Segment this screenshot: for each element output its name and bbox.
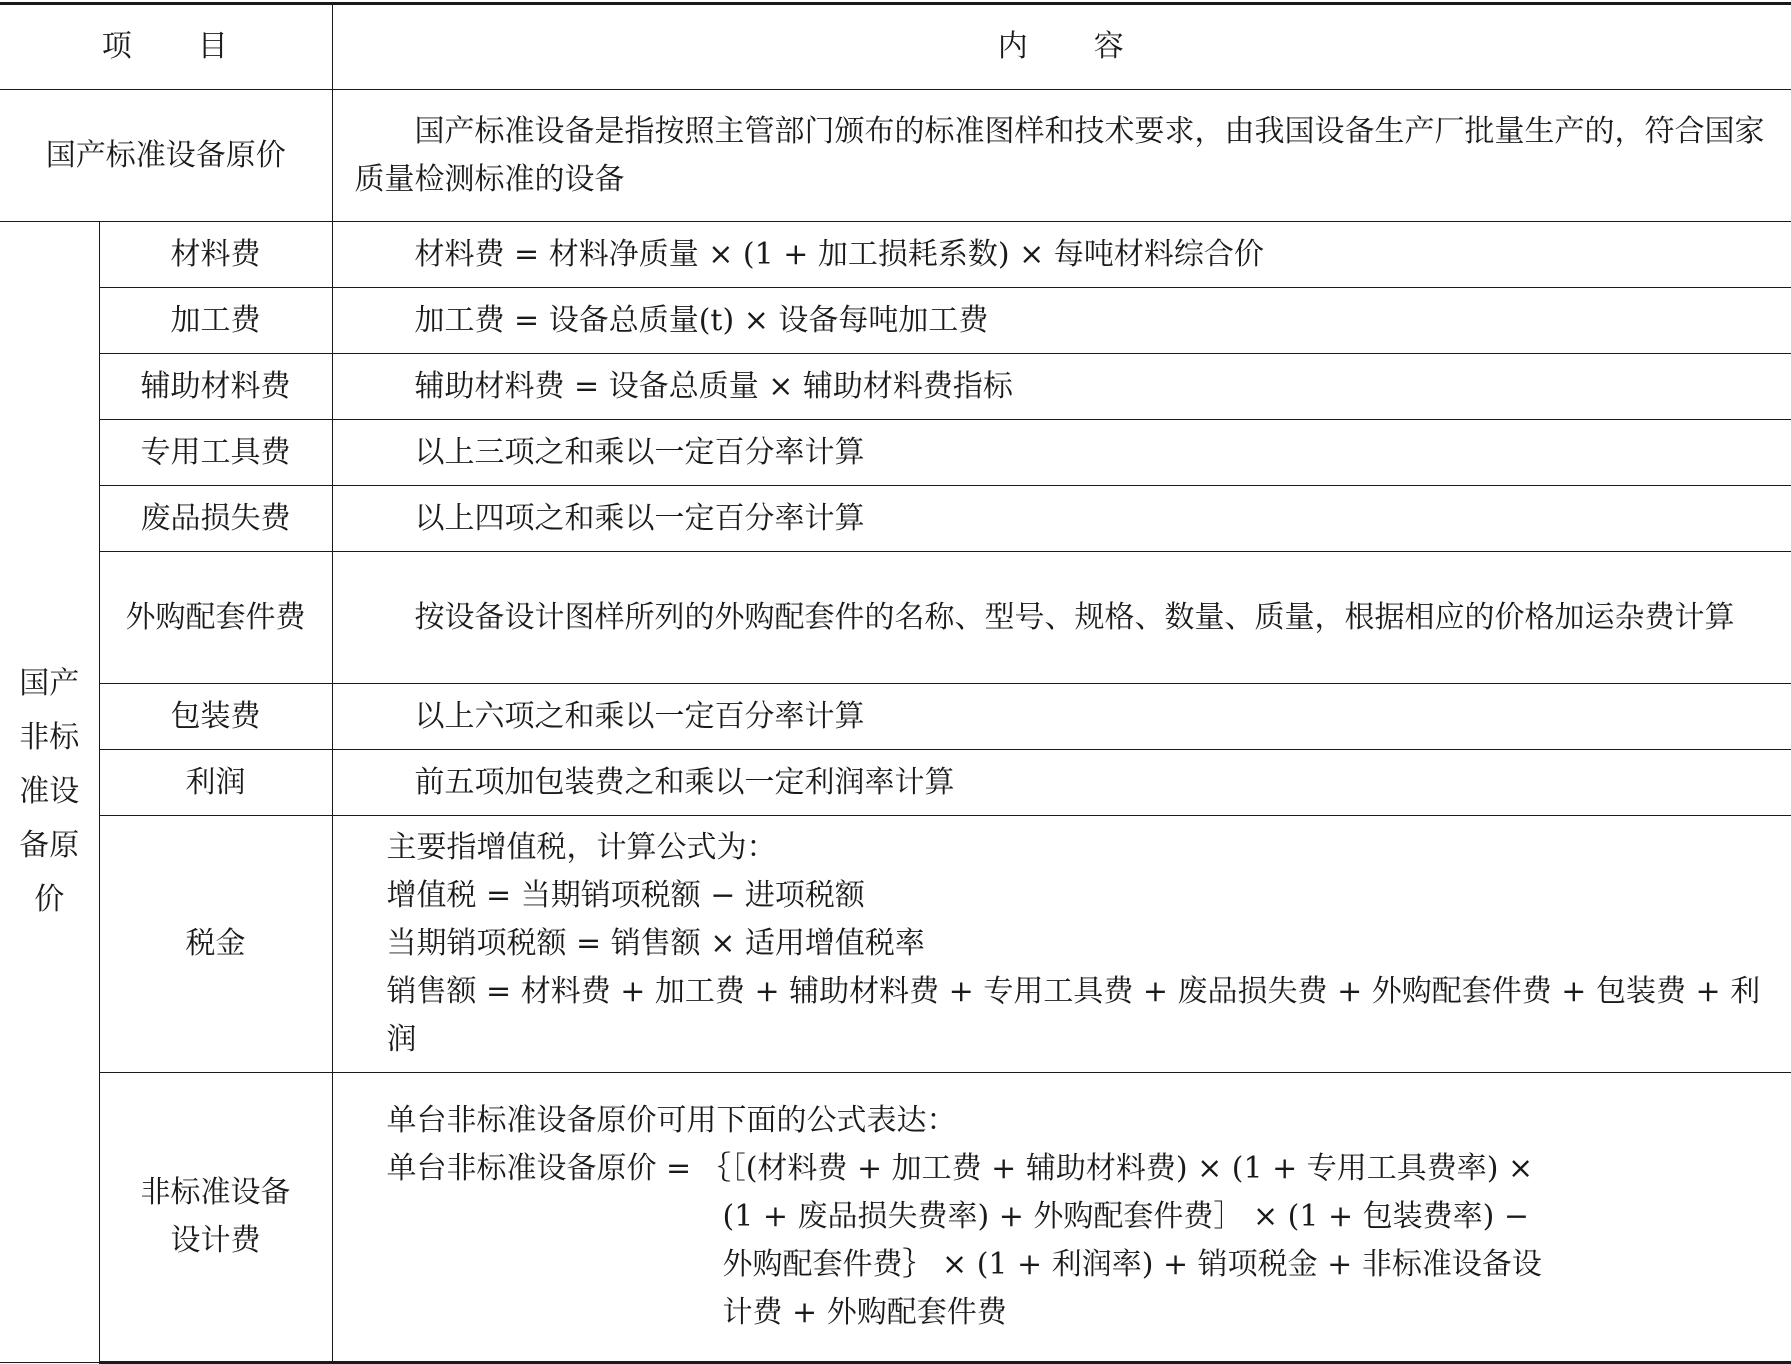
- item-label: 废品损失费: [99, 486, 332, 552]
- group-label-line: 国产: [19, 666, 80, 701]
- row-material: [0, 222, 1791, 288]
- item-content: 前五项加包装费之和乘以一定利润率计算: [332, 750, 1791, 816]
- nonstandard-group-label: [0, 222, 99, 1363]
- row-aux-material: [0, 354, 1791, 420]
- item-content: 材料费 = 材料净质量 × (1 + 加工损耗系数) × 每吨材料综合价: [332, 222, 1791, 288]
- header-item: 项 目: [0, 4, 332, 90]
- item-content: 加工费 = 设备总质量(t) × 设备每吨加工费: [332, 288, 1791, 354]
- group-label-line: 备原: [19, 828, 80, 863]
- header-row: [0, 4, 1791, 90]
- tax-line: 主要指增值税，计算公式为：: [386, 830, 777, 865]
- row-design-fee: [0, 1073, 1791, 1363]
- standard-label: 国产标准设备原价: [0, 90, 332, 222]
- design-content: [332, 1073, 1791, 1363]
- item-label: 外购配套件费: [99, 552, 332, 684]
- tax-content: [332, 816, 1791, 1073]
- item-content: 以上四项之和乘以一定百分率计算: [332, 486, 1791, 552]
- row-purchased-parts: [0, 552, 1791, 684]
- header-content: 内 容: [332, 4, 1791, 90]
- row-special-tools: [0, 420, 1791, 486]
- row-processing: [0, 288, 1791, 354]
- item-content: 辅助材料费 = 设备总质量 × 辅助材料费指标: [332, 354, 1791, 420]
- formula-line: 外购配套件费｝ × (1 + 利润率) + 销项税金 + 非标准设备设: [722, 1247, 1542, 1282]
- item-label: 利润: [99, 750, 332, 816]
- item-label: 税金: [99, 816, 332, 1073]
- item-label: 包装费: [99, 684, 332, 750]
- item-label-line: 设计费: [170, 1223, 261, 1258]
- tax-line: 销售额 = 材料费 + 加工费 + 辅助材料费 + 专用工具费 + 废品损失费 + 外购配套件费 + 包装费 + 利润: [386, 974, 1761, 1057]
- group-label-line: 非标: [19, 720, 80, 755]
- item-label: 加工费: [99, 288, 332, 354]
- item-content: 按设备设计图样所列的外购配套件的名称、型号、规格、数量、质量，根据相应的价格加运杂费计算: [332, 552, 1791, 684]
- item-label: 材料费: [99, 222, 332, 288]
- cost-composition-table: [0, 2, 1791, 1364]
- tax-line: 增值税 = 当期销项税额 − 进项税额: [386, 878, 865, 913]
- item-label: 辅助材料费: [99, 354, 332, 420]
- formula-line: (1 + 废品损失费率) + 外购配套件费］ × (1 + 包装费率) −: [722, 1199, 1529, 1234]
- row-packaging: [0, 684, 1791, 750]
- item-label-line: 非标准设备: [140, 1175, 291, 1210]
- row-scrap-loss: [0, 486, 1791, 552]
- row-tax: [0, 816, 1791, 1073]
- group-label-line: 价: [34, 882, 65, 917]
- tax-line: 当期销项税额 = 销售额 × 适用增值税率: [386, 926, 925, 961]
- item-content: 以上六项之和乘以一定百分率计算: [332, 684, 1791, 750]
- formula-line: 计费 + 外购配套件费: [722, 1295, 1007, 1330]
- item-label: [99, 1073, 332, 1363]
- standard-row: [0, 90, 1791, 222]
- standard-content: 国产标准设备是指按照主管部门颁布的标准图样和技术要求，由我国设备生产厂批量生产的，符合国家质量检测标准的设备: [332, 90, 1791, 222]
- item-label: 专用工具费: [99, 420, 332, 486]
- group-label-line: 准设: [19, 774, 80, 809]
- formula-line: 单台非标准设备原价 = ｛［(材料费 + 加工费 + 辅助材料费) × (1 + 专用工具费率) ×: [386, 1151, 1534, 1186]
- item-content: 以上三项之和乘以一定百分率计算: [332, 420, 1791, 486]
- row-profit: [0, 750, 1791, 816]
- formula-intro: 单台非标准设备原价可用下面的公式表达：: [386, 1103, 957, 1138]
